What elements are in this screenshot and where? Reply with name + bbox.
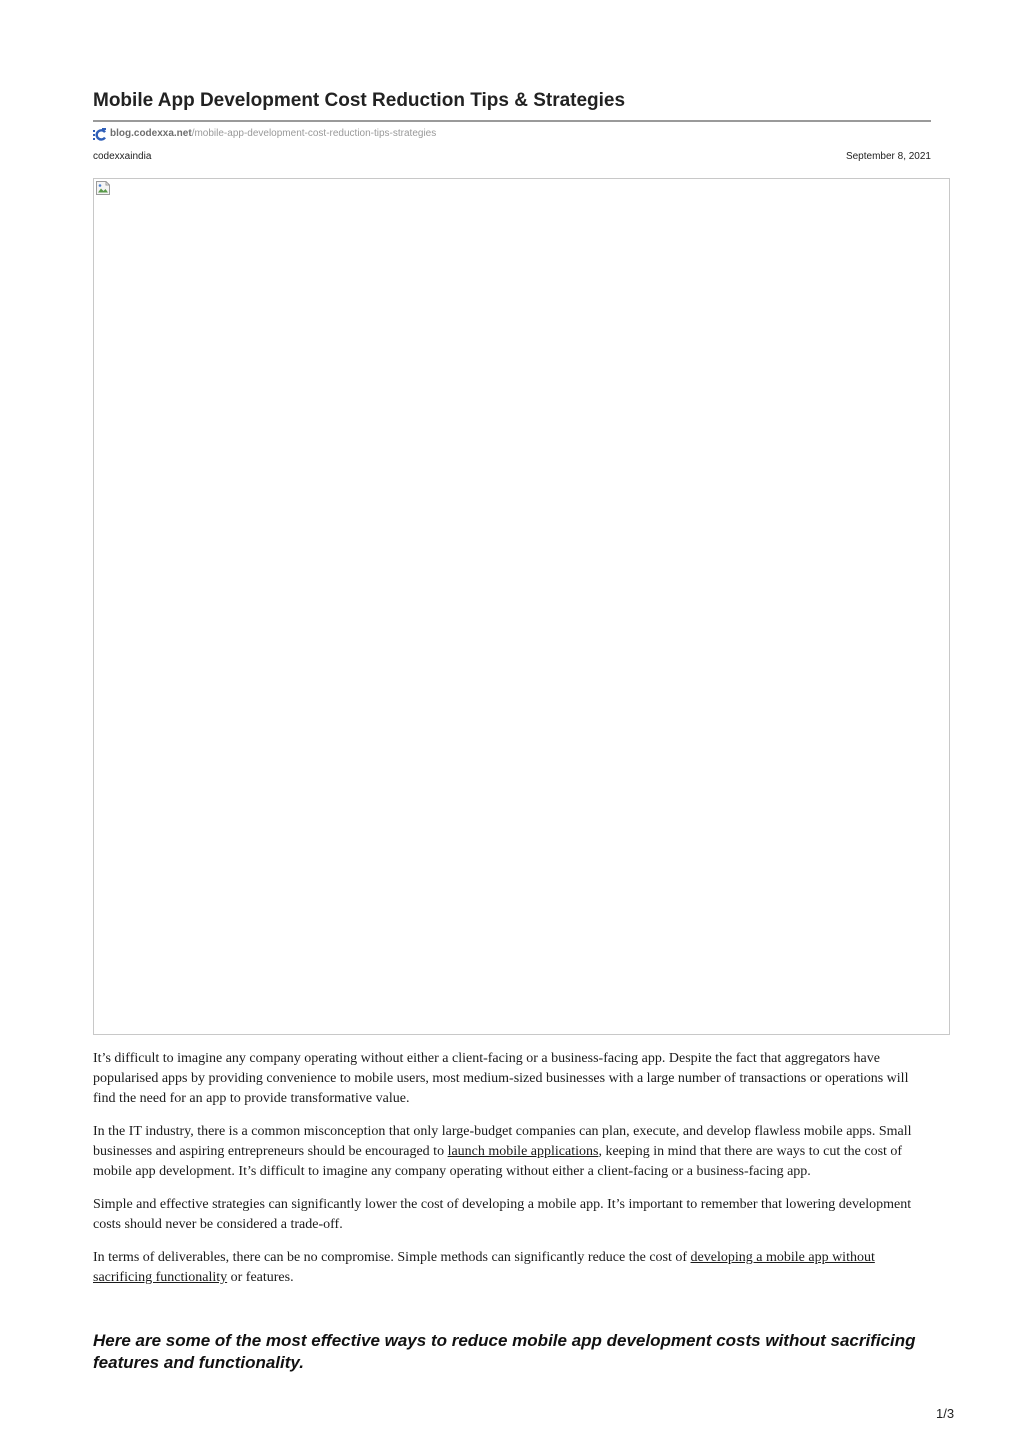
developing-mobile-app-link[interactable]: developing a mobile app without sacrificing functionality <box>93 1250 875 1285</box>
broken-image-icon <box>95 180 111 196</box>
article-meta <box>93 150 931 164</box>
paragraph-2-text-start: In the IT industry, there is a common misconception that only large-budget companies can plan, execute, and develop flawless mobile apps. Small businesses and aspiring entrepreneurs should be encouraged to <box>93 1124 912 1159</box>
paragraph-2 <box>93 1122 931 1182</box>
source-link[interactable] <box>93 127 436 141</box>
paragraph-3: Simple and effective strategies can significantly lower the cost of developing a mobile app. It’s important to remember that lowering development costs should never be considered a trade-off. <box>93 1197 912 1232</box>
publish-date: September 8, 2021 <box>845 151 931 162</box>
page-number: 1/3 <box>936 1406 955 1421</box>
launch-mobile-apps-link[interactable]: launch mobile applications <box>447 1144 599 1159</box>
paragraph-4 <box>93 1248 931 1288</box>
source-domain: blog.codexxa.net <box>110 128 192 139</box>
paragraph-4-text-start: In terms of deliverables, there can be no compromise. Simple methods can significantly reduce the cost of <box>93 1250 691 1265</box>
paragraph-2-text-end: , keeping in mind that there are ways to cut the cost of mobile app development. It’s difficult to imagine any company operating without either a client-facing or a business-facing app. <box>93 1144 903 1179</box>
paragraph-1: It’s difficult to imagine any company operating without either a client-facing or a business-facing app. Despite the fact that aggregators have popularised apps by providing convenience to mobile users, most medium-sized businesses with a large number of transactions or operations will find the need for an app to provide transformative value. <box>93 1051 909 1106</box>
section-heading: Here are some of the most effective ways to reduce mobile app development costs without sacrificing features and functionality. <box>93 1331 916 1372</box>
article-title: Mobile App Development Cost Reduction Tips & Strategies <box>93 90 626 111</box>
author-name: codexxaindia <box>93 151 152 162</box>
hero-image <box>93 178 950 1035</box>
title-divider <box>93 120 931 122</box>
codexxa-logo-icon <box>93 128 106 141</box>
article-body <box>93 1049 931 1301</box>
source-path: /mobile-app-development-cost-reduction-tips-strategies <box>191 128 437 139</box>
paragraph-4-text-end: or features. <box>227 1270 294 1285</box>
